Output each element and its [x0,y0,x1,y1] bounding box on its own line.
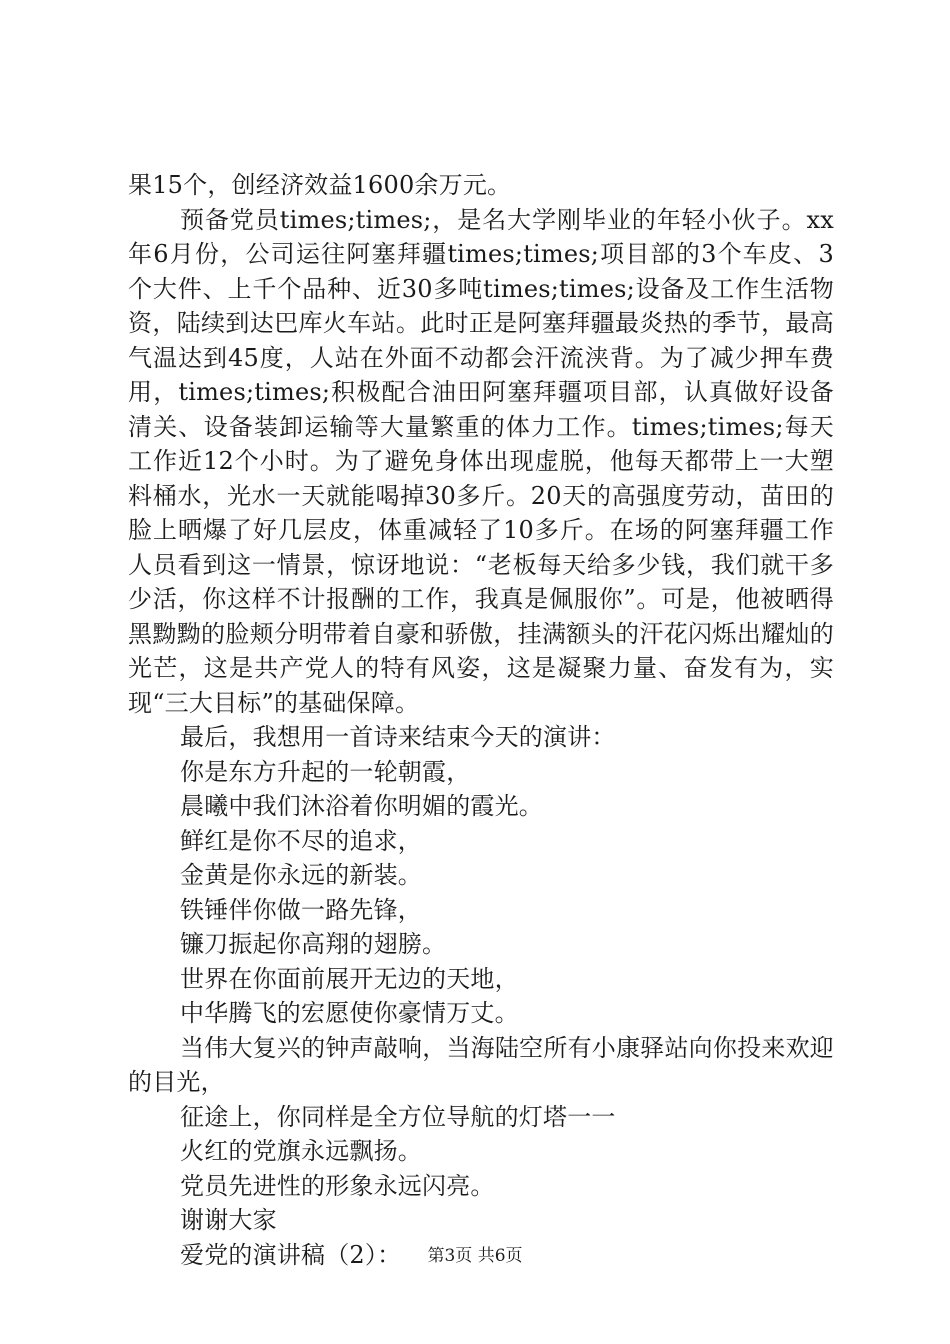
closing-thanks: 谢谢大家 [180,1206,277,1234]
poem-line: 当伟大复兴的钟声敲响，当海陆空所有小康驿站向你投来欢迎的目光， [128,1033,834,1096]
next-section-heading: 爱党的演讲稿（2）： [180,1240,402,1269]
paragraph-poem-intro: 最后，我想用一首诗来结束今天的演讲： [180,723,616,751]
poem-line: 世界在你面前展开无边的天地， [180,964,519,993]
paragraph-member-story: 预备党员times;times;，是名大学刚毕业的年轻小伙子。xx年6月份，公司运往阿塞拜疆times;times;项目部的3个车皮、3个大件、上千个品种、近30多吨times;times;设备及工作生活物资，陆续到达巴库火车站。此时正是阿塞拜疆最炎热的季节，最高气温达到45度，人站在外面不动都会汗流浃背。为了减少押车费用，times;times;积极配合油田阿塞拜疆项目部，认真做好设备清关、设备装卸运输等大量繁重的体力工作。times;times;每天工作近12个小时。为了避免身体出现虚脱，他每天都带上一大塑料桶水，光水一天就能喝掉30多斤。20天的高强度劳动，苗田的脸上晒爆了好几层皮，体重减轻了10多斤。在场的阿塞拜疆工作人员看到这一情景，惊讶地说：“老板每天给多少钱，我们就干多少活，你这样不计报酬的工作，我真是佩服你”。可是，他被晒得黑黝黝的脸颊分明带着自豪和骄傲，挂满额头的汗花闪烁出耀灿的光芒，这是共产党人的特有风姿，这是凝聚力量、奋发有为，实现“三大目标”的基础保障。 [128,205,834,717]
poem-line: 镰刀振起你高翔的翅膀。 [180,930,447,958]
poem-line: 中华腾飞的宏愿使你豪情万丈。 [180,999,519,1027]
poem-line: 你是东方升起的一轮朝霞， [180,757,471,786]
poem-line: 征途上，你同样是全方位导航的灯塔一一 [180,1102,616,1131]
document-body [128,168,834,1272]
poem-line: 火红的党旗永远飘扬。 [180,1137,422,1165]
poem-line: 金黄是你永远的新装。 [180,861,422,889]
poem-line: 党员先进性的形象永远闪亮。 [180,1171,495,1200]
poem-line: 晨曦中我们沐浴着你明媚的霞光。 [180,792,543,820]
poem-line: 鲜红是你不尽的追求， [180,826,422,855]
page-footer: 第3页 共6页 [427,1246,523,1266]
poem-line: 铁锤伴你做一路先锋， [180,895,422,924]
paragraph-continuation: 果15个，创经济效益1600余万元。 [128,171,512,199]
